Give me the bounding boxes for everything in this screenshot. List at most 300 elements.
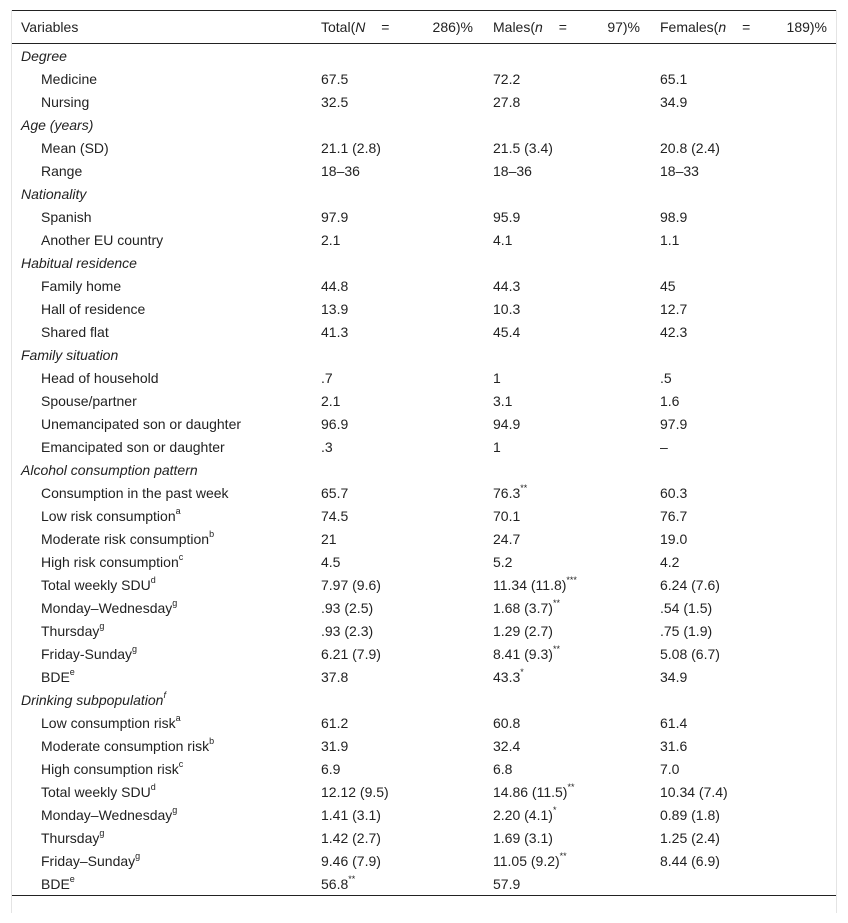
footnote-marker: c <box>178 551 184 562</box>
cell-males <box>483 159 650 182</box>
row-label <box>11 573 311 596</box>
cell-text: 1.69 (3.1) <box>493 829 553 846</box>
table-row <box>11 228 837 251</box>
cell-females <box>650 734 837 757</box>
cell-total <box>311 412 483 435</box>
cell-text: 5.08 (6.7) <box>660 645 720 662</box>
cell-females <box>650 228 837 251</box>
table-row <box>11 90 837 113</box>
cell-text: Family home <box>41 277 122 294</box>
header-total-post: 286)% <box>432 19 473 35</box>
table-row <box>11 205 837 228</box>
row-label <box>11 67 311 90</box>
cell-text: 3.1 <box>493 392 513 409</box>
cell-males <box>483 274 650 297</box>
cell-text: 21.5 (3.4) <box>493 139 553 156</box>
cell-total <box>311 389 483 412</box>
cell-text: 45.4 <box>493 323 521 340</box>
cell-total <box>311 780 483 803</box>
header-males <box>483 11 650 44</box>
cell-text: Medicine <box>41 70 98 87</box>
table-row <box>11 412 837 435</box>
header-total <box>311 11 483 44</box>
cell-total <box>311 366 483 389</box>
cell-text: 2.1 <box>321 392 341 409</box>
row-label <box>11 642 311 665</box>
table-row <box>11 596 837 619</box>
cell-total <box>311 642 483 665</box>
cell-males <box>483 297 650 320</box>
cell-females <box>650 136 837 159</box>
cell-females <box>650 159 837 182</box>
cell-text: 97.9 <box>321 208 349 225</box>
row-label <box>11 780 311 803</box>
cell-text: Spouse/partner <box>41 392 137 409</box>
cell-text: Family situation <box>21 346 119 363</box>
cell-text: Spanish <box>41 208 92 225</box>
row-label <box>11 320 311 343</box>
cell-text: 12.7 <box>660 300 688 317</box>
table-row <box>11 780 837 803</box>
row-label <box>11 711 311 734</box>
footnote-marker: *** <box>566 574 577 585</box>
cell-males <box>483 366 650 389</box>
cell-text: 32.4 <box>493 737 521 754</box>
cell-total <box>311 228 483 251</box>
header-males-eq: = <box>558 19 567 35</box>
footnote-marker: b <box>209 528 215 539</box>
row-label <box>11 366 311 389</box>
cell-text: 1.42 (2.7) <box>321 829 381 846</box>
cell-text: Another EU country <box>41 231 164 248</box>
row-label <box>11 136 311 159</box>
section-label <box>11 182 837 205</box>
cell-text: Degree <box>21 47 67 64</box>
cell-males <box>483 481 650 504</box>
cell-total <box>311 67 483 90</box>
row-label <box>11 619 311 642</box>
table-row <box>11 849 837 872</box>
row-label <box>11 826 311 849</box>
cell-text: 6.8 <box>493 760 513 777</box>
cell-text: 7.97 (9.6) <box>321 576 381 593</box>
header-males-pre: Males( <box>493 19 536 35</box>
cell-females <box>650 481 837 504</box>
header-males-var: n <box>535 19 543 35</box>
cell-text: 41.3 <box>321 323 349 340</box>
cell-females <box>650 757 837 780</box>
cell-total <box>311 136 483 159</box>
cell-males <box>483 412 650 435</box>
row-label <box>11 297 311 320</box>
cell-text: 14.86 (11.5) <box>493 783 568 800</box>
cell-text: 20.8 (2.4) <box>660 139 720 156</box>
footnote-marker: d <box>150 574 156 585</box>
section-row <box>11 688 837 711</box>
footnote-marker: ** <box>552 597 560 608</box>
cell-total <box>311 757 483 780</box>
cell-text: Thursday <box>41 829 100 846</box>
cell-females <box>650 642 837 665</box>
cell-text: 2.20 (4.1) <box>493 806 553 823</box>
row-label <box>11 734 311 757</box>
footnote-marker: a <box>175 505 181 516</box>
table-row <box>11 389 837 412</box>
cell-total <box>311 872 483 896</box>
cell-text: 6.9 <box>321 760 341 777</box>
cell-text: .3 <box>321 438 333 455</box>
cell-females <box>650 389 837 412</box>
cell-females <box>650 67 837 90</box>
row-label <box>11 527 311 550</box>
cell-text: Monday–Wednesday <box>41 806 173 823</box>
cell-total <box>311 527 483 550</box>
section-row <box>11 44 837 68</box>
cell-text: High risk consumption <box>41 553 179 570</box>
footnote-marker: ** <box>552 643 560 654</box>
header-males-post: 97)% <box>607 19 640 35</box>
cell-text: 67.5 <box>321 70 349 87</box>
cell-text: .93 (2.3) <box>321 622 374 639</box>
cell-text: Monday–Wednesday <box>41 599 173 616</box>
cell-males <box>483 435 650 458</box>
cell-text: 21.1 (2.8) <box>321 139 381 156</box>
header-females-post: 189)% <box>786 19 827 35</box>
cell-text: 45 <box>660 277 676 294</box>
section-label <box>11 113 837 136</box>
row-label <box>11 849 311 872</box>
row-label <box>11 803 311 826</box>
table-row <box>11 320 837 343</box>
cell-males <box>483 642 650 665</box>
footnote-marker: c <box>178 758 184 769</box>
cell-text: Nationality <box>21 185 87 202</box>
cell-text: 56.8 <box>321 875 349 892</box>
table-row <box>11 366 837 389</box>
cell-males <box>483 711 650 734</box>
cell-total <box>311 665 483 688</box>
cell-females <box>650 711 837 734</box>
table-row <box>11 573 837 596</box>
cell-text: 6.21 (7.9) <box>321 645 381 662</box>
table-row <box>11 136 837 159</box>
cell-text: .54 (1.5) <box>660 599 713 616</box>
header-females <box>650 11 837 44</box>
cell-text: 76.3 <box>493 484 521 501</box>
cell-total <box>311 849 483 872</box>
cell-text: 70.1 <box>493 507 521 524</box>
cell-text: 60.3 <box>660 484 688 501</box>
cell-total <box>311 573 483 596</box>
cell-total <box>311 320 483 343</box>
cell-text: Drinking subpopulation <box>21 691 164 708</box>
table-row <box>11 504 837 527</box>
cell-females <box>650 297 837 320</box>
header-females-pre: Females( <box>660 19 719 35</box>
cell-text: Habitual residence <box>21 254 137 271</box>
footnote-marker: * <box>552 804 557 815</box>
cell-text: 4.2 <box>660 553 680 570</box>
cell-text: 18–33 <box>660 162 699 179</box>
cell-text: Low risk consumption <box>41 507 176 524</box>
cell-text: 8.41 (9.3) <box>493 645 553 662</box>
row-label <box>11 665 311 688</box>
footnote-marker: ** <box>567 781 575 792</box>
cell-females <box>650 780 837 803</box>
footnote-marker: a <box>175 712 181 723</box>
cell-text: 44.8 <box>321 277 349 294</box>
cell-text: .7 <box>321 369 333 386</box>
table-row <box>11 734 837 757</box>
cell-text: Mean (SD) <box>41 139 109 156</box>
cell-text: 32.5 <box>321 93 349 110</box>
cell-males <box>483 619 650 642</box>
cell-females <box>650 205 837 228</box>
cell-females <box>650 665 837 688</box>
cell-total <box>311 619 483 642</box>
cell-total <box>311 297 483 320</box>
cell-total <box>311 803 483 826</box>
table-header <box>11 11 837 44</box>
cell-text: 6.24 (7.6) <box>660 576 720 593</box>
cell-text: 1.1 <box>660 231 680 248</box>
cell-text: 21 <box>321 530 337 547</box>
cell-males <box>483 780 650 803</box>
footnote-marker: g <box>99 620 105 631</box>
table-row <box>11 757 837 780</box>
row-label <box>11 90 311 113</box>
cell-males <box>483 136 650 159</box>
cell-males <box>483 320 650 343</box>
cell-females <box>650 573 837 596</box>
cell-total <box>311 826 483 849</box>
table-row <box>11 274 837 297</box>
cell-females <box>650 412 837 435</box>
table-row <box>11 826 837 849</box>
cell-text: 96.9 <box>321 415 349 432</box>
row-label <box>11 757 311 780</box>
table-row <box>11 481 837 504</box>
row-label <box>11 596 311 619</box>
table-row <box>11 803 837 826</box>
row-label <box>11 872 311 896</box>
header-total-var: N <box>355 19 366 35</box>
cell-text: .75 (1.9) <box>660 622 713 639</box>
footnote-marker: e <box>69 873 75 884</box>
demographics-table <box>11 10 837 896</box>
cell-text: Alcohol consumption pattern <box>21 461 198 478</box>
cell-text: 42.3 <box>660 323 688 340</box>
cell-females <box>650 619 837 642</box>
cell-text: 4.5 <box>321 553 341 570</box>
cell-males <box>483 527 650 550</box>
section-label <box>11 343 837 366</box>
row-label <box>11 504 311 527</box>
footnote-marker: g <box>132 643 138 654</box>
table-row <box>11 159 837 182</box>
row-label <box>11 228 311 251</box>
cell-text: Friday-Sunday <box>41 645 133 662</box>
row-label <box>11 550 311 573</box>
row-label <box>11 481 311 504</box>
cell-total <box>311 734 483 757</box>
cell-males <box>483 826 650 849</box>
cell-total <box>311 90 483 113</box>
section-row <box>11 343 837 366</box>
cell-text: .5 <box>660 369 672 386</box>
header-variables: Variables <box>11 11 311 44</box>
cell-text: 1 <box>493 369 501 386</box>
cell-text: 1.68 (3.7) <box>493 599 553 616</box>
footnote-marker: g <box>99 827 105 838</box>
cell-text: 18–36 <box>493 162 532 179</box>
cell-text: 65.1 <box>660 70 688 87</box>
cell-text: 37.8 <box>321 668 349 685</box>
cell-males <box>483 228 650 251</box>
cell-text: Friday–Sunday <box>41 852 136 869</box>
cell-text: 34.9 <box>660 668 688 685</box>
cell-females <box>650 803 837 826</box>
cell-females <box>650 274 837 297</box>
row-label <box>11 205 311 228</box>
table-row <box>11 665 837 688</box>
cell-text: 11.34 (11.8) <box>493 576 567 593</box>
cell-text: 13.9 <box>321 300 349 317</box>
section-label <box>11 458 837 481</box>
header-total-eq: = <box>381 19 390 35</box>
cell-text: High consumption risk <box>41 760 179 777</box>
cell-text: Moderate risk consumption <box>41 530 210 547</box>
cell-text: Moderate consumption risk <box>41 737 210 754</box>
footnote-marker: e <box>69 666 75 677</box>
cell-text: Total weekly SDU <box>41 783 151 800</box>
cell-text: 1.25 (2.4) <box>660 829 720 846</box>
cell-total <box>311 274 483 297</box>
row-label <box>11 435 311 458</box>
cell-text: 24.7 <box>493 530 521 547</box>
cell-females <box>650 366 837 389</box>
footnote-marker: ** <box>559 850 567 861</box>
cell-text: Shared flat <box>41 323 109 340</box>
cell-text: 44.3 <box>493 277 521 294</box>
cell-text: 76.7 <box>660 507 688 524</box>
footnote-marker: g <box>172 597 178 608</box>
cell-total <box>311 205 483 228</box>
cell-text: 5.2 <box>493 553 513 570</box>
footnote-marker: ** <box>348 873 356 884</box>
cell-females <box>650 435 837 458</box>
cell-text: BDE <box>41 668 70 685</box>
cell-text: 7.0 <box>660 760 680 777</box>
section-label <box>11 688 837 711</box>
cell-text: 1.41 (3.1) <box>321 806 381 823</box>
cell-males <box>483 504 650 527</box>
cell-males <box>483 573 650 596</box>
cell-text: Hall of residence <box>41 300 146 317</box>
cell-text: 57.9 <box>493 875 521 892</box>
cell-text: 0.89 (1.8) <box>660 806 720 823</box>
cell-females <box>650 849 837 872</box>
section-label <box>11 251 837 274</box>
cell-text: .93 (2.5) <box>321 599 374 616</box>
table-row <box>11 297 837 320</box>
cell-total <box>311 550 483 573</box>
footnote-marker: ** <box>520 482 528 493</box>
section-label <box>11 44 837 68</box>
cell-text: Low consumption risk <box>41 714 176 731</box>
cell-text: Age (years) <box>21 116 94 133</box>
footnote-marker: d <box>150 781 156 792</box>
cell-males <box>483 596 650 619</box>
cell-text: 11.05 (9.2) <box>493 852 560 869</box>
cell-text: 27.8 <box>493 93 521 110</box>
cell-text: 1 <box>493 438 501 455</box>
cell-text: 43.3 <box>493 668 521 685</box>
cell-text: 31.6 <box>660 737 688 754</box>
cell-text: 34.9 <box>660 93 688 110</box>
cell-text: 10.34 (7.4) <box>660 783 728 800</box>
cell-males <box>483 67 650 90</box>
cell-text: 8.44 (6.9) <box>660 852 720 869</box>
cell-text: 97.9 <box>660 415 688 432</box>
cell-text: 94.9 <box>493 415 521 432</box>
cell-text: 31.9 <box>321 737 349 754</box>
cell-text: 72.2 <box>493 70 521 87</box>
header-females-var: n <box>718 19 727 35</box>
row-label <box>11 274 311 297</box>
footnote-marker: * <box>520 666 524 677</box>
cell-text: 4.1 <box>493 231 513 248</box>
table-row <box>11 642 837 665</box>
cell-males <box>483 872 650 896</box>
section-row <box>11 251 837 274</box>
cell-females <box>650 504 837 527</box>
table-row <box>11 872 837 896</box>
cell-text: 1.6 <box>660 392 680 409</box>
cell-text: 2.1 <box>321 231 341 248</box>
cell-text: Range <box>41 162 83 179</box>
cell-text: Consumption in the past week <box>41 484 229 501</box>
cell-females <box>650 826 837 849</box>
cell-text: 12.12 (9.5) <box>321 783 389 800</box>
cell-males <box>483 734 650 757</box>
cell-text: Nursing <box>41 93 90 110</box>
section-row <box>11 182 837 205</box>
cell-text: 9.46 (7.9) <box>321 852 381 869</box>
footnote-marker: f <box>163 689 166 700</box>
table-row <box>11 527 837 550</box>
row-label <box>11 389 311 412</box>
cell-males <box>483 389 650 412</box>
table-row <box>11 67 837 90</box>
table-row <box>11 711 837 734</box>
cell-text: 18–36 <box>321 162 360 179</box>
section-row <box>11 113 837 136</box>
cell-text: 95.9 <box>493 208 521 225</box>
cell-text: 74.5 <box>321 507 349 524</box>
cell-text: 65.7 <box>321 484 349 501</box>
cell-males <box>483 757 650 780</box>
header-total-pre: Total( <box>321 19 356 35</box>
cell-text: 1.29 (2.7) <box>493 622 553 639</box>
cell-text: – <box>660 438 668 455</box>
cell-total <box>311 596 483 619</box>
footnote-marker: g <box>172 804 178 815</box>
cell-text: 61.4 <box>660 714 688 731</box>
cell-males <box>483 550 650 573</box>
cell-total <box>311 159 483 182</box>
footnote-marker: b <box>209 735 215 746</box>
